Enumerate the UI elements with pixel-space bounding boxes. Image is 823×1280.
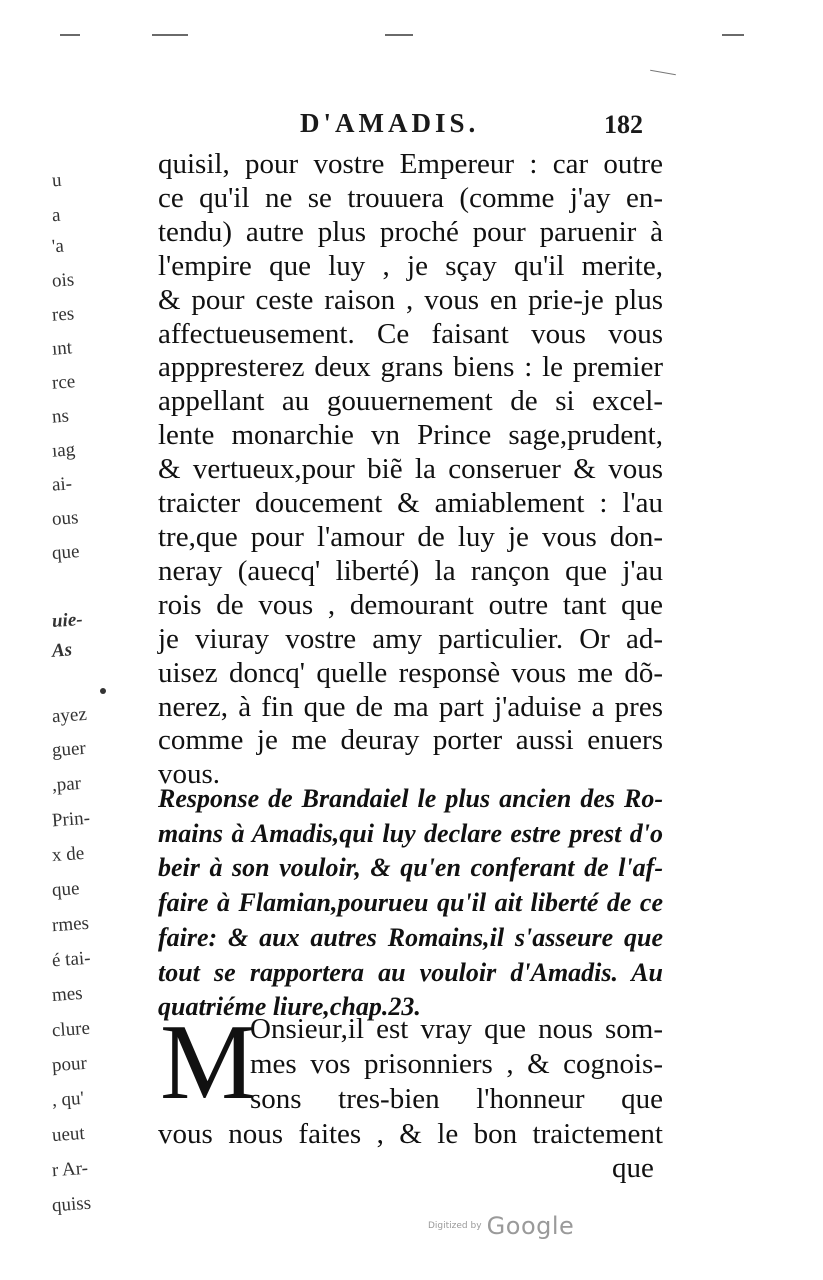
margin-fragment: que	[51, 878, 81, 901]
margin-fragment: As	[51, 639, 73, 662]
text-line: neray (auecq' liberté) la rançon que j'au	[158, 554, 663, 587]
edge-mark	[722, 34, 744, 36]
margin-fragment: ,par	[51, 773, 82, 796]
summary-line: faire: & aux autres Romains,il s'asseure que	[158, 922, 663, 952]
digitization-watermark	[428, 1212, 574, 1240]
text-line: ce qu'il ne se trouuera (comme j'ay en-	[158, 181, 663, 214]
summary-line: quatriéme liure,chap.23.	[158, 992, 421, 1022]
text-line: & pour ceste raison , vous en prie-je plus	[158, 283, 663, 316]
edge-mark	[152, 34, 188, 36]
text-line: l'empire que luy , je sçay qu'il merite,	[158, 249, 663, 282]
text-line: sons tres-bien l'honneur que	[250, 1083, 663, 1115]
text-line: traicter doucement & amiablement : l'au	[158, 487, 663, 520]
summary-line: tout se rapportera au vouloir d'Amadis. Au	[158, 957, 663, 987]
body-paragraph	[158, 148, 663, 792]
text-line: vous nous faites , & le bon traictement	[158, 1118, 663, 1150]
text-line: affectueusement. Ce faisant vous vous	[158, 317, 663, 350]
margin-fragment: , qu'	[51, 1087, 85, 1112]
summary-line: mains à Amadis,qui luy declare estre prest d'o	[158, 818, 663, 848]
chapter-summary	[158, 782, 663, 1025]
margin-fragment: x de	[51, 842, 85, 867]
text-line: je viuray vostre amy particulier. Or ad-	[158, 622, 663, 655]
margin-fragment: pour	[51, 1052, 88, 1077]
text-line: & vertueux,pour biẽ la conseruer & vous	[158, 453, 663, 486]
catchword: que	[612, 1152, 654, 1184]
text-line: Onsieur,il est vray que nous som-	[250, 1013, 663, 1045]
margin-fragment: clure	[51, 1017, 91, 1042]
margin-fragment: ueut	[51, 1122, 86, 1147]
margin-fragment: guer	[51, 737, 87, 762]
page-number: 182	[604, 110, 643, 139]
text-line: lente monarchie vn Prince sage,prudent,	[158, 419, 663, 452]
margin-fragment: a	[51, 204, 62, 227]
margin-fragment: que	[51, 541, 81, 564]
margin-fragment: ayez	[51, 703, 88, 728]
text-line: apppresterez deux grans biens : le premier	[158, 351, 663, 384]
text-line: appellant au gouuernement de si excel-	[158, 385, 663, 418]
text-line: tendu) autre plus proché pour paruenir à	[158, 215, 663, 248]
margin-fragment: quiss	[51, 1192, 92, 1217]
margin-fragment: ai-	[51, 473, 73, 496]
margin-fragment: r Ar-	[51, 1157, 89, 1182]
margin-fragment: 'a	[51, 235, 65, 258]
margin-fragment: ıag	[51, 439, 76, 462]
margin-fragment: ns	[51, 405, 70, 428]
ink-blot	[100, 688, 106, 694]
chapter-text	[158, 1117, 663, 1152]
summary-line: beir à son vouloir, & qu'en conferant de l'af-	[158, 853, 663, 883]
margin-fragment: res	[51, 303, 75, 326]
margin-fragment: u	[51, 169, 63, 192]
watermark-prefix: Digitized by	[428, 1221, 482, 1231]
margin-fragment: rce	[51, 371, 76, 394]
margin-fragment: Prin-	[51, 807, 91, 832]
text-line: rois de vous , demourant outre tant que	[158, 588, 663, 621]
text-line: vous.	[158, 758, 221, 791]
margin-fragment: ınt	[51, 337, 73, 360]
running-head: D'AMADIS.	[300, 108, 480, 138]
text-line: tre,que pour l'amour de luy je vous don-	[158, 520, 663, 553]
summary-line: Response de Brandaiel le plus ancien des Ro-	[158, 784, 663, 813]
margin-fragment: rmes	[51, 912, 90, 937]
margin-fragment: é tai-	[51, 947, 92, 972]
text-line: mes vos prisonniers , & cognois-	[250, 1048, 663, 1080]
margin-fragment: uie-	[51, 608, 84, 633]
margin-fragment: ous	[51, 507, 80, 530]
top-edge-marks	[60, 28, 760, 40]
google-logo: Google	[486, 1212, 575, 1240]
chapter-opening	[250, 1012, 663, 1117]
drop-cap: M	[160, 1003, 257, 1122]
text-line: uisez doncq' quelle responsè vous me dõ-	[158, 656, 663, 689]
text-line: comme je me deuray porter aussi enuers	[158, 724, 663, 757]
margin-fragment: mes	[51, 982, 84, 1007]
edge-mark	[60, 34, 80, 36]
edge-mark	[385, 34, 413, 36]
text-line: nerez, à fin que de ma part j'aduise a pres	[158, 690, 663, 723]
summary-line: faire à Flamian,pourueu qu'il ait liberté de ce	[158, 888, 663, 918]
scan-artifact	[650, 70, 676, 75]
margin-fragment: ois	[51, 269, 75, 292]
text-line: quisil, pour vostre Empereur : car outre	[158, 148, 663, 180]
